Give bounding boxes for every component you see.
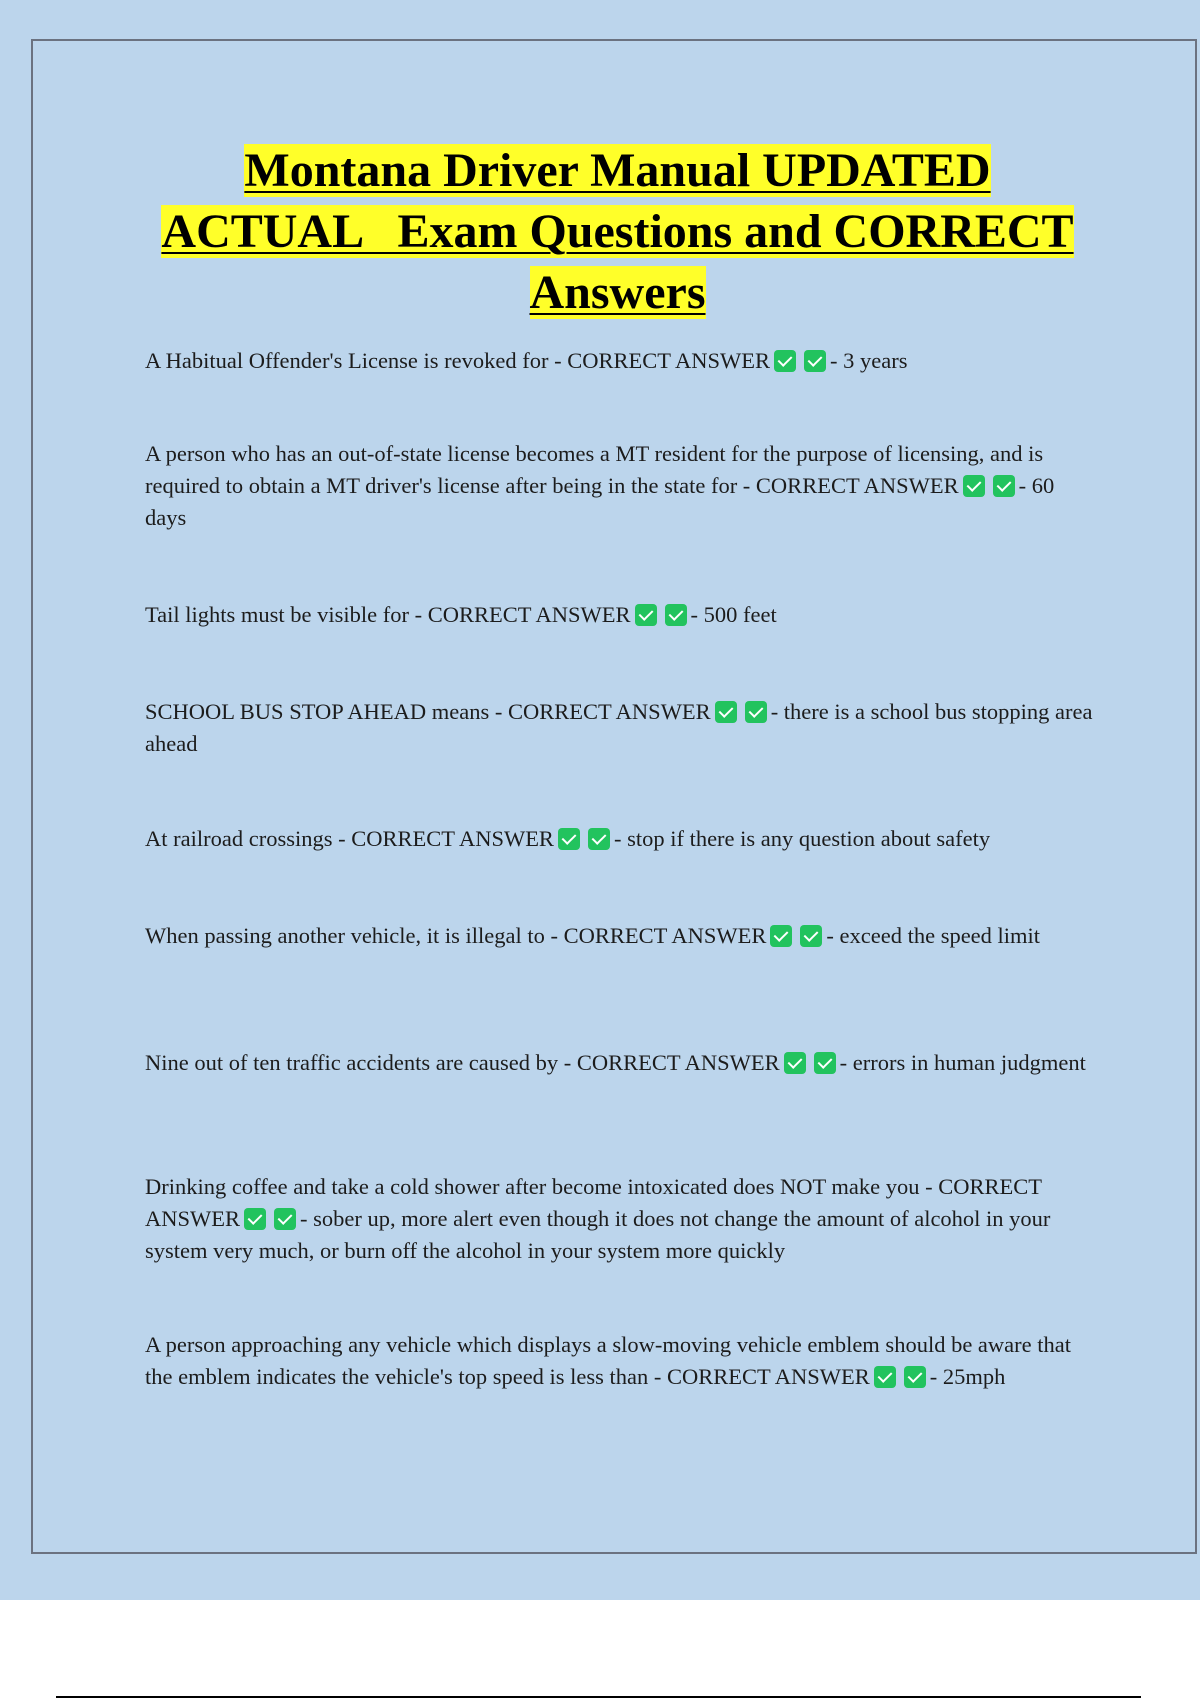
check-icon [588, 828, 610, 850]
check-icon [770, 925, 792, 947]
answer-text: - sober up, more alert even though it does not change the amount of alcohol in your system very much, or burn off the alcohol in your system more quickly [145, 1206, 1051, 1263]
question-text: A Habitual Offender's License is revoked for - CORRECT ANSWER [145, 348, 770, 373]
answer-text: - there is a school bus stopping area ahead [145, 699, 1093, 756]
title-line-2: ACTUAL Exam Questions and CORRECT [161, 205, 1074, 258]
title-line-1: Montana Driver Manual UPDATED [244, 144, 991, 197]
check-icon [244, 1208, 266, 1230]
check-icon [800, 925, 822, 947]
document-title [60, 140, 1175, 323]
check-icon [665, 604, 687, 626]
check-icon [814, 1052, 836, 1074]
check-icon [558, 828, 580, 850]
title-line-3: Answers [529, 266, 706, 319]
qa-item-7 [145, 1047, 1095, 1079]
check-icon [904, 1366, 926, 1388]
question-text: SCHOOL BUS STOP AHEAD means - CORRECT ANSWER [145, 699, 711, 724]
qa-item-3 [145, 599, 1095, 631]
answer-text: - 60 days [145, 473, 1055, 530]
answer-text: - 3 years [830, 348, 908, 373]
qa-item-6 [145, 920, 1095, 952]
check-icon [874, 1366, 896, 1388]
question-text: When passing another vehicle, it is illegal to - CORRECT ANSWER [145, 923, 767, 948]
qa-item-2 [145, 438, 1095, 534]
answer-text: - errors in human judgment [839, 1050, 1086, 1075]
qa-item-8 [145, 1171, 1095, 1267]
qa-item-5 [145, 823, 1095, 855]
answer-text: - stop if there is any question about safety [613, 826, 991, 851]
answer-text: - 25mph [929, 1364, 1006, 1389]
question-text: A person approaching any vehicle which displays a slow-moving vehicle emblem should be aware that the emblem indicates the vehicle's top speed is less than - CORRECT ANSWER [145, 1332, 1071, 1389]
check-icon [784, 1052, 806, 1074]
question-text: At railroad crossings - CORRECT ANSWER [145, 826, 554, 851]
check-icon [745, 701, 767, 723]
check-icon [635, 604, 657, 626]
check-icon [715, 701, 737, 723]
question-text: Nine out of ten traffic accidents are caused by - CORRECT ANSWER [145, 1050, 780, 1075]
qa-item-4 [145, 696, 1095, 760]
check-icon [774, 350, 796, 372]
answer-text: - exceed the speed limit [826, 923, 1041, 948]
qa-item-9 [145, 1329, 1095, 1393]
check-icon [963, 475, 985, 497]
check-icon [804, 350, 826, 372]
check-icon [993, 475, 1015, 497]
qa-item-1 [145, 345, 1095, 377]
check-icon [274, 1208, 296, 1230]
bottom-divider [56, 1696, 1141, 1698]
question-text: Tail lights must be visible for - CORRECT ANSWER [145, 602, 631, 627]
question-text: Drinking coffee and take a cold shower after become intoxicated does NOT make you - CORRECT ANSWER [145, 1174, 1042, 1231]
answer-text: - 500 feet [690, 602, 777, 627]
question-text: A person who has an out-of-state license becomes a MT resident for the purpose of licensing, and is required to obtain a MT driver's license after being in the state for - CORRECT ANSWER [145, 441, 1044, 498]
